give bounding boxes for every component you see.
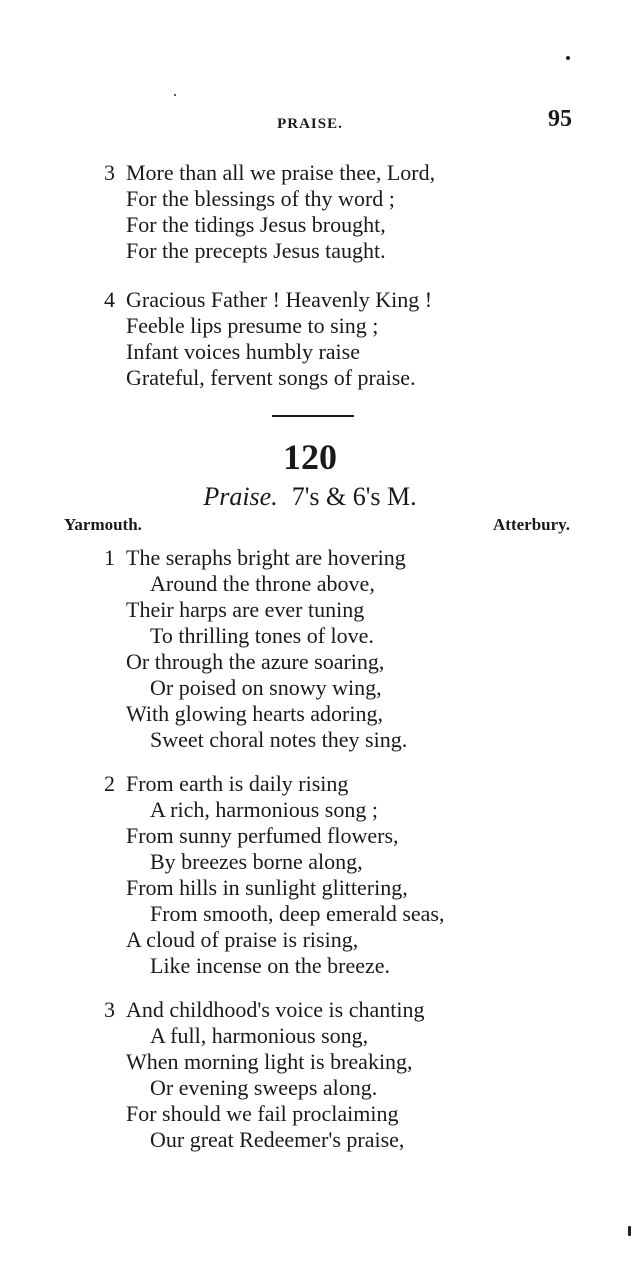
- verse-line: [0, 797, 640, 823]
- line-text: From earth is daily rising: [126, 771, 349, 796]
- line-text: From smooth, deep emerald seas,: [150, 901, 445, 926]
- verse-line: [0, 823, 640, 849]
- stanza-3-previous-hymn: [0, 160, 640, 264]
- verse-line: [0, 649, 640, 675]
- verse-line: [0, 339, 640, 365]
- hymn-meter: 7's & 6's M.: [291, 482, 417, 511]
- line-text: Grateful, fervent songs of praise.: [126, 365, 416, 390]
- line-text: Our great Redeemer's praise,: [150, 1127, 405, 1152]
- line-text: A rich, harmonious song ;: [150, 797, 378, 822]
- verse-line: [0, 160, 640, 186]
- line-text: For the blessings of thy word ;: [126, 186, 395, 211]
- stanza-4-previous-hymn: [0, 287, 640, 391]
- hymn-stanza-1: [0, 545, 640, 753]
- line-text: When morning light is breaking,: [126, 1049, 413, 1074]
- scan-speck: [628, 1226, 631, 1236]
- verse-line: [0, 1049, 640, 1075]
- verse-line: [0, 365, 640, 391]
- verse-line: [0, 238, 640, 264]
- stanza-number: 1: [104, 545, 115, 570]
- hymn-stanza-3: [0, 997, 640, 1153]
- verse-line: [0, 927, 640, 953]
- line-text: To thrilling tones of love.: [150, 623, 374, 648]
- line-text: Or through the azure soaring,: [126, 649, 385, 674]
- tune-name: Yarmouth.: [64, 515, 142, 534]
- verse-line: [0, 571, 640, 597]
- line-text: Feeble lips presume to sing ;: [126, 313, 379, 338]
- line-text: Their harps are ever tuning: [126, 597, 365, 622]
- composer-name: Atterbury.: [493, 515, 570, 534]
- verse-line: [0, 1023, 640, 1049]
- verse-line: [0, 1127, 640, 1153]
- verse-line: [0, 186, 640, 212]
- line-text: With glowing hearts adoring,: [126, 701, 383, 726]
- verse-line: [0, 901, 640, 927]
- verse-line: [0, 701, 640, 727]
- stanza-number: 3: [104, 997, 115, 1022]
- stanza-number: 2: [104, 771, 115, 796]
- verse-line: [0, 727, 640, 753]
- line-text: Or evening sweeps along.: [150, 1075, 378, 1100]
- line-text: A full, harmonious song,: [150, 1023, 369, 1048]
- line-text: A cloud of praise is rising,: [126, 927, 359, 952]
- line-text: Or poised on snowy wing,: [150, 675, 382, 700]
- stanza-number: 3: [104, 160, 115, 185]
- line-text: Sweet choral notes they sing.: [150, 727, 408, 752]
- verse-line: [0, 313, 640, 339]
- hymn-number: 120: [283, 437, 337, 477]
- verse-line: [0, 875, 640, 901]
- verse-line: [0, 1075, 640, 1101]
- verse-line: [0, 849, 640, 875]
- line-text: From hills in sunlight glittering,: [126, 875, 408, 900]
- verse-line: [0, 1101, 640, 1127]
- verse-line: [0, 212, 640, 238]
- hymn-subject: Praise.: [203, 482, 278, 511]
- running-title: PRAISE.: [277, 116, 343, 132]
- verse-line: [0, 675, 640, 701]
- line-text: For should we fail proclaiming: [126, 1101, 399, 1126]
- verse-line: [0, 287, 640, 313]
- verse-line: [0, 545, 640, 571]
- line-text: Infant voices humbly raise: [126, 339, 360, 364]
- hymn-heading: [0, 482, 620, 512]
- line-text: And childhood's voice is chanting: [126, 997, 425, 1022]
- verse-line: [0, 997, 640, 1023]
- verse-line: [0, 623, 640, 649]
- hymn-stanza-2: [0, 771, 640, 979]
- line-text: The seraphs bright are hovering: [126, 545, 406, 570]
- verse-line: [0, 771, 640, 797]
- line-text: Like incense on the breeze.: [150, 953, 391, 978]
- line-text: Around the throne above,: [150, 571, 375, 596]
- page-number: 95: [548, 106, 572, 132]
- stanza-number: 4: [104, 287, 115, 312]
- scan-speck: [566, 56, 570, 60]
- scan-speck: [174, 94, 176, 96]
- verse-line: [0, 597, 640, 623]
- line-text: For the precepts Jesus taught.: [126, 238, 386, 263]
- line-text: By breezes borne along,: [150, 849, 363, 874]
- line-text: Gracious Father ! Heavenly King !: [126, 287, 433, 312]
- section-divider: [272, 415, 354, 417]
- line-text: More than all we praise thee, Lord,: [126, 160, 436, 185]
- verse-line: [0, 953, 640, 979]
- line-text: For the tidings Jesus brought,: [126, 212, 386, 237]
- line-text: From sunny perfumed flowers,: [126, 823, 399, 848]
